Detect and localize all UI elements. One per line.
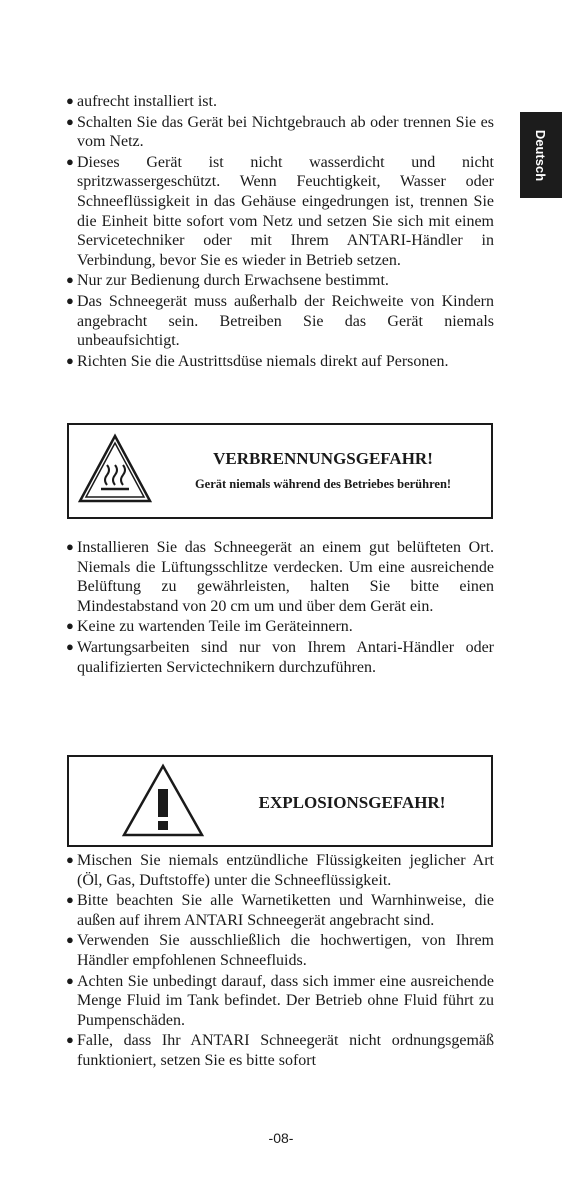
bullet-icon: ● (66, 272, 74, 288)
page-number: -08- (268, 1130, 294, 1146)
list-item: ● Nur zur Bedienung durch Erwachsene bestimmt. (66, 272, 389, 290)
burn-warning-title: VERBRENNUNGSGEFAHR! (213, 449, 433, 468)
explosion-warning-box (67, 755, 493, 847)
list-item: ● Mischen Sie niemals entzündliche Flüssigkeiten jeglicher Art (Öl, Gas, Duftstoffe) unter die Schneeflüssigkeit. (66, 852, 494, 889)
bullet-icon: ● (66, 1032, 74, 1048)
bullet-icon: ● (66, 352, 74, 368)
bullet-icon: ● (66, 618, 74, 634)
bullet-icon: ● (66, 539, 74, 554)
bullet-icon: ● (66, 93, 74, 108)
bullet-icon: ● (66, 972, 74, 988)
bullet-icon: ● (66, 892, 74, 908)
safety-list-1 (66, 91, 494, 371)
bullet-icon: ● (66, 113, 74, 129)
bullet-icon: ● (66, 638, 74, 654)
list-item: ● Installieren Sie das Schneegerät an einem gut belüfteten Ort. Niemals die Lüftungsschlitze verdecken. Um eine ausreichende Belüftung zu gewährleisten, halten Sie bitte einen Mindestabstand von 20 cm um und über dem Gerät ein. (66, 539, 494, 615)
bullet-icon: ● (66, 292, 74, 308)
list-item: ● Richten Sie die Austrittsdüse niemals direkt auf Personen. (66, 352, 449, 370)
list-item: ● Schalten Sie das Gerät bei Nichtgebrauch ab oder trennen Sie es vom Netz. (66, 113, 494, 151)
burn-warning-subtitle: Gerät niemals während des Betriebes berühren! (194, 477, 452, 491)
list-item: ● Das Schneegerät muss außerhalb der Reichweite von Kindern angebracht sein. Betreiben Sie das Gerät niemals unbeaufsichtigt. (66, 292, 494, 350)
list-item: ● Verwenden Sie ausschließlich die hochwertigen, von Ihrem Händler empfohlenen Schneefluids. (66, 932, 494, 969)
safety-list-2 (66, 537, 494, 677)
language-tab (520, 112, 562, 198)
bullet-icon: ● (66, 932, 74, 948)
hot-surface-warning-icon (77, 433, 153, 505)
language-tab-label: Deutsch (533, 129, 549, 181)
list-item: ● Keine zu wartenden Teile im Geräteinnern. (66, 618, 353, 636)
list-item: ● Dieses Gerät ist nicht wasserdicht und nicht spritzwassergeschützt. Wenn Feuchtigkeit, Wasser oder Schneeflüssigkeit in das Gehäuse eingedrungen ist, trennen Sie die Einheit bitte sofort vom Netz und setzen Sie sich mit einem Servicetechniker oder mit Ihrem ANTARI-Händler in Verbindung, bevor Sie es wieder in Betrieb setzen. (66, 153, 494, 269)
list-item: ● Achten Sie unbedingt darauf, dass sich immer eine ausreichende Menge Fluid im Tank befindet. Der Betrieb ohne Fluid führt zu Pumpenschäden. (66, 972, 494, 1029)
list-item: ● Wartungsarbeiten sind nur von Ihrem Antari-Händler oder qualifizierten Servictechnikern durchzuführen. (66, 638, 494, 676)
exclamation-warning-icon (121, 763, 205, 839)
list-item: ● aufrecht installiert ist. (66, 93, 217, 110)
list-item: ● Bitte beachten Sie alle Warnetiketten und Warnhinweise, die außen auf ihrem ANTARI Schneegerät angebracht sind. (66, 892, 494, 929)
explosion-warning-title: EXPLOSIONSGEFAHR! (258, 793, 446, 812)
list-item: ● Falle, dass Ihr ANTARI Schneegerät nicht ordnungsgemäß funktioniert, setzen Sie es bitte sofort (66, 1032, 494, 1069)
bullet-icon: ● (66, 852, 74, 867)
safety-list-3 (66, 850, 494, 1071)
bullet-icon: ● (66, 153, 74, 169)
burn-warning-box (67, 423, 493, 519)
